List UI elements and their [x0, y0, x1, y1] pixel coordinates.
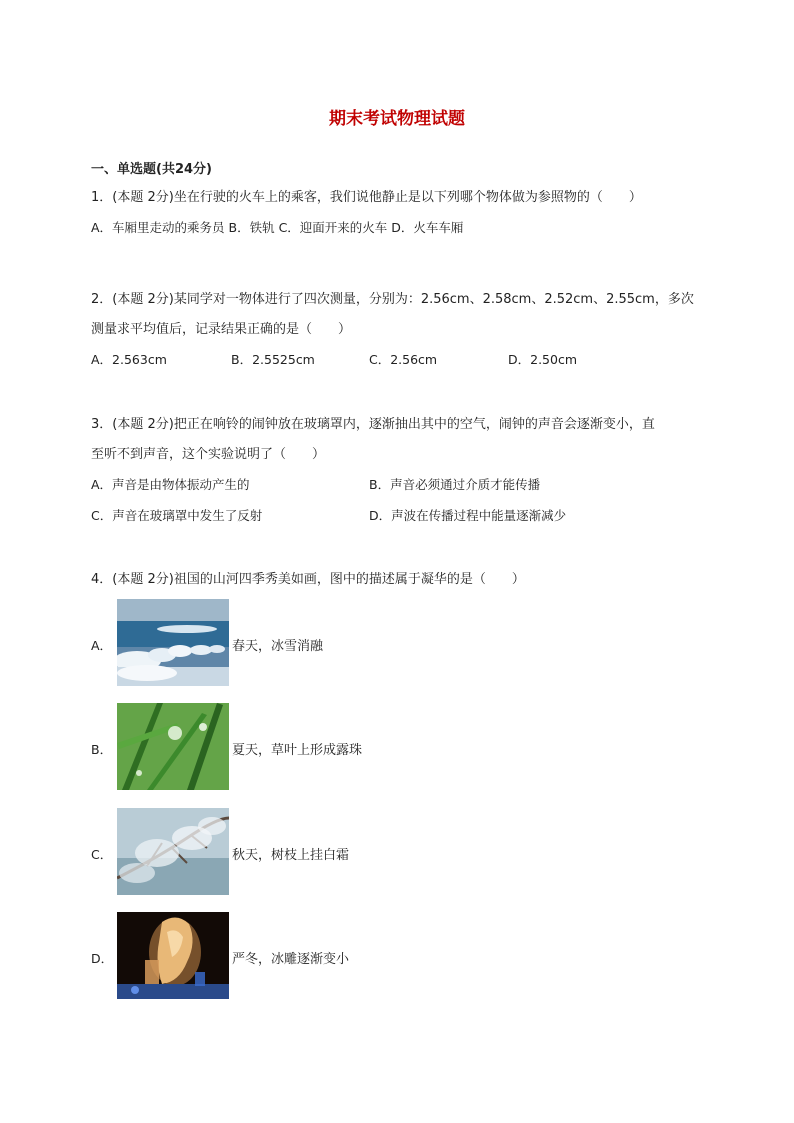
question-2-option-b: B．2.5525cm — [231, 352, 315, 367]
question-3-stem-line2: 至听不到声音，这个实验说明了（ ） — [91, 447, 326, 462]
question-4-option-b-caption: 夏天，草叶上形成露珠 — [232, 743, 363, 758]
question-4-option-b-letter: B． — [91, 742, 113, 757]
question-4-option-c-caption: 秋天，树枝上挂白霜 — [232, 848, 350, 863]
question-3-option-b: B．声音必须通过介质才能传播 — [369, 477, 541, 492]
page-title: 期末考试物理试题 — [329, 109, 465, 129]
question-3-option-a: A．声音是由物体振动产生的 — [91, 477, 250, 492]
question-2-stem-line1: 2．(本题 2分)某同学对一物体进行了四次测量，分别为：2.56cm、2.58cm、2.52cm、2.55cm，多次 — [91, 292, 694, 307]
question-3-option-d: D．声波在传播过程中能量逐渐减少 — [369, 508, 567, 523]
question-4-stem: 4．(本题 2分)祖国的山河四季秀美如画，图中的描述属于凝华的是（ ） — [91, 572, 525, 587]
question-4-option-c-letter: C． — [91, 847, 113, 862]
question-2-option-d: D．2.50cm — [508, 352, 578, 367]
section-heading: 一、单选题(共24分) — [91, 162, 212, 177]
question-4-option-a-letter: A． — [91, 638, 113, 653]
question-3-option-c: C．声音在玻璃罩中发生了反射 — [91, 508, 263, 523]
question-3-stem-line1: 3．(本题 2分)把正在响铃的闹钟放在玻璃罩内，逐渐抽出其中的空气，闹钟的声音会逐渐变小，直 — [91, 417, 655, 432]
question-4-option-d-caption: 严冬，冰雕逐渐变小 — [232, 952, 350, 967]
ice-sculpture-image — [117, 912, 229, 999]
question-4-option-a-caption: 春天，冰雪消融 — [232, 639, 324, 654]
question-1-stem: 1．(本题 2分)坐在行驶的火车上的乘客，我们说他静止是以下列哪个物体做为参照物的（ ） — [91, 190, 642, 205]
question-2-option-a: A．2.563cm — [91, 352, 167, 367]
dew-grass-image — [117, 703, 229, 790]
frost-branch-image — [117, 808, 229, 895]
question-4-option-d-letter: D． — [91, 951, 114, 966]
question-1-options: A．车厢里走动的乘务员 B．铁轨 C．迎面开来的火车 D．火车车厢 — [91, 220, 464, 235]
question-2-stem-line2: 测量求平均值后，记录结果正确的是（ ） — [91, 322, 352, 337]
snow-melting-image — [117, 599, 229, 686]
question-2-option-c: C．2.56cm — [369, 352, 438, 367]
